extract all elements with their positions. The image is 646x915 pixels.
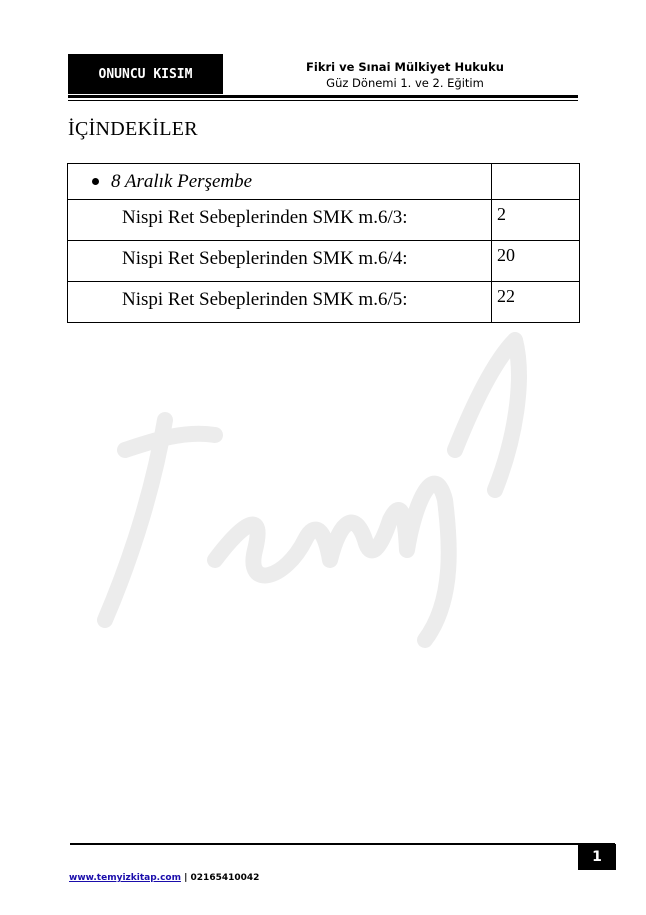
toc-entry-label[interactable]: Nispi Ret Sebeplerinden SMK m.6/5: [122, 289, 408, 310]
website-link[interactable]: www.temyizkitap.com [69, 873, 181, 883]
section-label: ONUNCU KISIM [98, 66, 193, 82]
toc-entry-row[interactable] [68, 241, 580, 282]
toc-entry-row[interactable] [68, 282, 580, 323]
toc-table [67, 163, 580, 323]
header-course-info [260, 59, 550, 91]
toc-entry-label[interactable]: Nispi Ret Sebeplerinden SMK m.6/3: [122, 207, 408, 228]
toc-section-cell [68, 164, 492, 200]
toc-entry-page: 2 [497, 204, 506, 224]
phone-number: 02165410042 [190, 873, 260, 883]
toc-entry-label[interactable]: Nispi Ret Sebeplerinden SMK m.6/4: [122, 248, 408, 269]
footer-contact [69, 873, 259, 883]
header-rule-thin [68, 100, 578, 101]
bullet-icon [92, 178, 99, 185]
toc-section-row [68, 164, 580, 200]
course-title: Fikri ve Sınai Mülkiyet Hukuku [306, 60, 504, 74]
term-label: Güz Dönemi 1. ve 2. Eğitim [326, 76, 484, 90]
watermark-logo [95, 300, 555, 660]
page-number: 1 [592, 849, 602, 865]
footer-rule [70, 843, 615, 845]
toc-section-label[interactable] [68, 164, 491, 199]
page-number-box [578, 844, 616, 870]
section-label-box [68, 54, 223, 94]
toc-title: İÇİNDEKİLER [68, 118, 198, 140]
header-rule-thick [68, 95, 578, 98]
toc-section-heading: 8 Aralık Perşembe [111, 170, 253, 192]
toc-entry-page: 20 [497, 245, 515, 265]
footer-separator: | [180, 873, 191, 883]
toc-section-page-cell [492, 164, 580, 200]
toc-entry-page: 22 [497, 286, 515, 306]
toc-entry-row[interactable] [68, 200, 580, 241]
